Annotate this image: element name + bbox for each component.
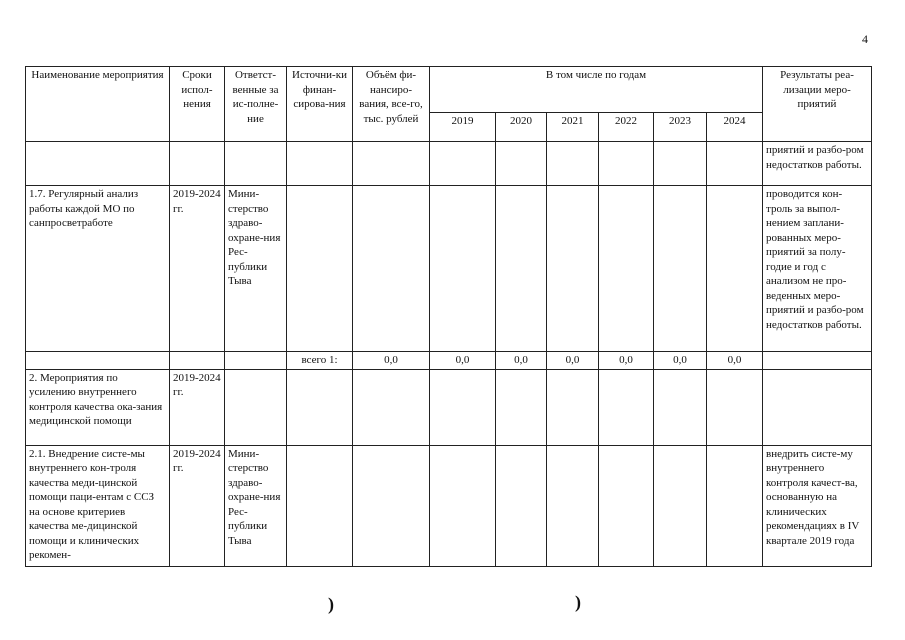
total-label: всего 1:	[287, 352, 353, 370]
header-sources: Источни-ки финан-сирова-ния	[287, 67, 353, 142]
total-volume: 0,0	[353, 352, 430, 370]
scan-mark: )	[575, 592, 581, 612]
r21-responsible: Мини-стерство здраво-охране-ния Рес-публики Тыва	[225, 445, 287, 566]
total-2022: 0,0	[599, 352, 654, 370]
cont-result: приятий и разбо-ром недостатков работы.	[763, 142, 872, 186]
table-row-1-7	[26, 186, 872, 352]
header-year-2022: 2022	[599, 113, 654, 142]
r17-responsible: Мини-стерство здраво-охране-ния Рес-публики Тыва	[225, 186, 287, 352]
header-name: Наименование мероприятия	[26, 67, 170, 142]
header-year-2021: 2021	[547, 113, 599, 142]
header-by-years: В том числе по годам	[430, 67, 763, 113]
header-volume: Объём фи-нансиро-вания, все-го, тыс. рублей	[353, 67, 430, 142]
header-results: Результаты реа-лизации меро-приятий	[763, 67, 872, 142]
r21-result: внедрить систе-му внутреннего контроля качест-ва, основанную на клинических рекомендациях в IV квартале 2019 года	[763, 445, 872, 566]
total-2023: 0,0	[654, 352, 707, 370]
action-plan-table	[25, 66, 872, 567]
page-number: 4	[862, 32, 868, 46]
r21-term: 2019-2024 гг.	[170, 445, 225, 566]
header-term: Сроки испол-нения	[170, 67, 225, 142]
r2-name: 2. Мероприятия по усилению внутреннего контроля качества ока-зания медицинской помощи	[26, 369, 170, 445]
total-2021: 0,0	[547, 352, 599, 370]
table-row-total	[26, 352, 872, 370]
header-responsible: Ответст-венные за ис-полне-ние	[225, 67, 287, 142]
r17-name: 1.7. Регулярный анализ работы каждой МО по санпросветработе	[26, 186, 170, 352]
total-2020: 0,0	[496, 352, 547, 370]
header-year-2023: 2023	[654, 113, 707, 142]
table-row-2	[26, 369, 872, 445]
header-year-2020: 2020	[496, 113, 547, 142]
scan-mark: )	[328, 594, 334, 614]
header-row	[26, 67, 872, 113]
total-2024: 0,0	[707, 352, 763, 370]
table-row-2-1	[26, 445, 872, 566]
r2-term: 2019-2024 гг.	[170, 369, 225, 445]
table-row-continuation	[26, 142, 872, 186]
r17-term: 2019-2024 гг.	[170, 186, 225, 352]
header-year-2019: 2019	[430, 113, 496, 142]
r21-name: 2.1. Внедрение систе-мы внутреннего кон-троля качества меди-цинской помощи паци-ентам с ССЗ на основе критериев качества ме-дицинской помощи и клинических рекомен-	[26, 445, 170, 566]
header-year-2024: 2024	[707, 113, 763, 142]
r17-result: проводится кон-троль за выпол-нением заплани-рованных меро-приятий за полу-годие и год с анализом не про-веденных меро-приятий и разбо-ром недостатков работы.	[763, 186, 872, 352]
total-2019: 0,0	[430, 352, 496, 370]
